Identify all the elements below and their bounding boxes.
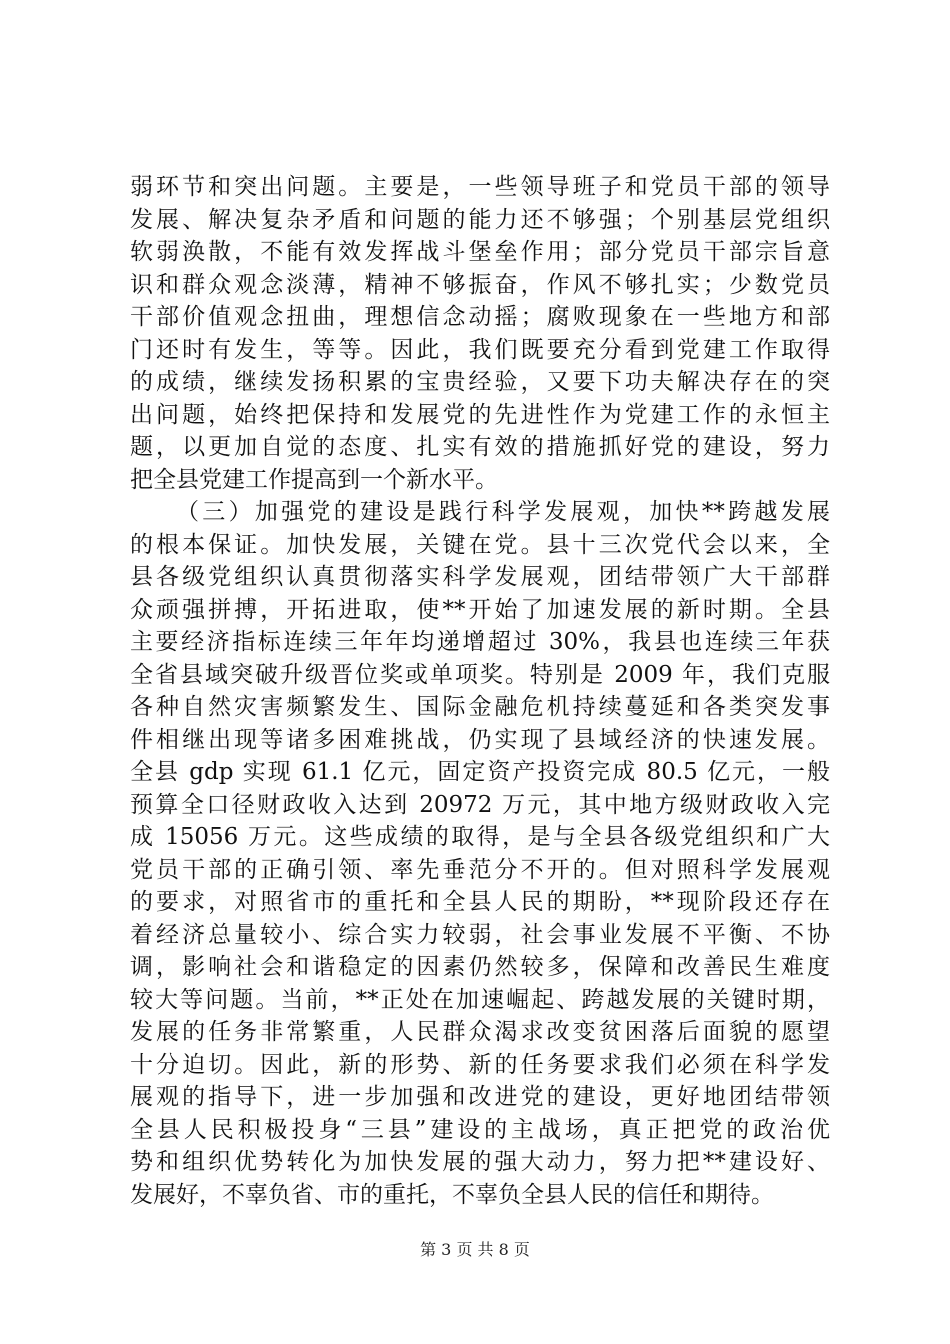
text-line: 调，影响社会和谐稳定的因素仍然较多，保障和改善民生难度 (130, 954, 830, 980)
text-line: 干部价值观念扭曲，理想信念动摇；腐败现象在一些地方和部 (130, 304, 830, 330)
section-heading-line: （三）加强党的建设是践行科学发展观，加快**跨越发展 (176, 499, 830, 525)
text-line: 发展好，不辜负省、市的重托，不辜负全县人民的信任和期待。 (130, 1181, 774, 1208)
text-line: 众顽强拼搏，开拓进取，使**开始了加速发展的新时期。全县 (130, 596, 830, 623)
text-line: 全省县域突破升级晋位奖或单项奖。特别是 2009 年，我们克服 (130, 661, 830, 688)
text-line: 成 15056 万元。这些成绩的取得，是与全县各级党组织和广大 (130, 824, 830, 850)
text-line: 软弱涣散，不能有效发挥战斗堡垒作用；部分党员干部宗旨意 (130, 239, 830, 265)
text-line: 全县人民积极投身“三县”建设的主战场，真正把党的政治优 (130, 1116, 830, 1143)
text-line: 全县 gdp 实现 61.1 亿元，固定资产投资完成 80.5 亿元，一般 (130, 759, 830, 785)
text-line: 县各级党组织认真贯彻落实科学发展观，团结带领广大干部群 (130, 564, 830, 590)
text-line: 的根本保证。加快发展，关键在党。县十三次党代会以来，全 (130, 531, 830, 558)
text-line: 预算全口径财政收入达到 20972 万元，其中地方级财政收入完 (130, 791, 830, 818)
text-line: 各种自然灾害频繁发生、国际金融危机持续蔓延和各类突发事 (130, 694, 830, 720)
text-line: 着经济总量较小、综合实力较弱，社会事业发展不平衡、不协 (130, 921, 830, 948)
text-line: 出问题，始终把保持和发展党的先进性作为党建工作的永恒主 (130, 401, 830, 428)
text-line: 识和群众观念淡薄，精神不够振奋，作风不够扎实；少数党员 (130, 271, 830, 298)
text-line: 的成绩，继续发扬积累的宝贵经验，又要下功夫解决存在的突 (130, 369, 830, 395)
text-line: 件相继出现等诸多困难挑战，仍实现了县域经济的快速发展。 (130, 726, 830, 753)
text-line: 较大等问题。当前，**正处在加速崛起、跨越发展的关键时期， (130, 986, 830, 1013)
text-line: 门还时有发生，等等。因此，我们既要充分看到党建工作取得 (130, 336, 830, 363)
text-line: 题，以更加自觉的态度、扎实有效的措施抓好党的建设，努力 (130, 434, 830, 460)
document-body (130, 171, 830, 1211)
text-line: 的要求，对照省市的重托和全县人民的期盼，**现阶段还存在 (130, 889, 830, 915)
text-line: 势和组织优势转化为加快发展的强大动力，努力把**建设好、 (130, 1149, 830, 1175)
text-line: 党员干部的正确引领、率先垂范分不开的。但对照科学发展观 (130, 856, 830, 883)
text-line: 把全县党建工作提高到一个新水平。 (130, 466, 498, 493)
text-line: 展观的指导下，进一步加强和改进党的建设，更好地团结带领 (130, 1084, 830, 1110)
text-line: 主要经济指标连续三年年均递增超过 30%，我县也连续三年获 (130, 629, 830, 655)
text-line: 弱环节和突出问题。主要是，一些领导班子和党员干部的领导 (130, 174, 830, 200)
text-line: 十分迫切。因此，新的形势、新的任务要求我们必须在科学发 (130, 1051, 830, 1078)
page-number-footer: 第 3 页 共 8 页 (420, 1240, 530, 1259)
text-line: 发展的任务非常繁重，人民群众渴求改变贫困落后面貌的愿望 (130, 1019, 830, 1045)
text-line: 发展、解决复杂矛盾和问题的能力还不够强；个别基层党组织 (130, 206, 830, 233)
